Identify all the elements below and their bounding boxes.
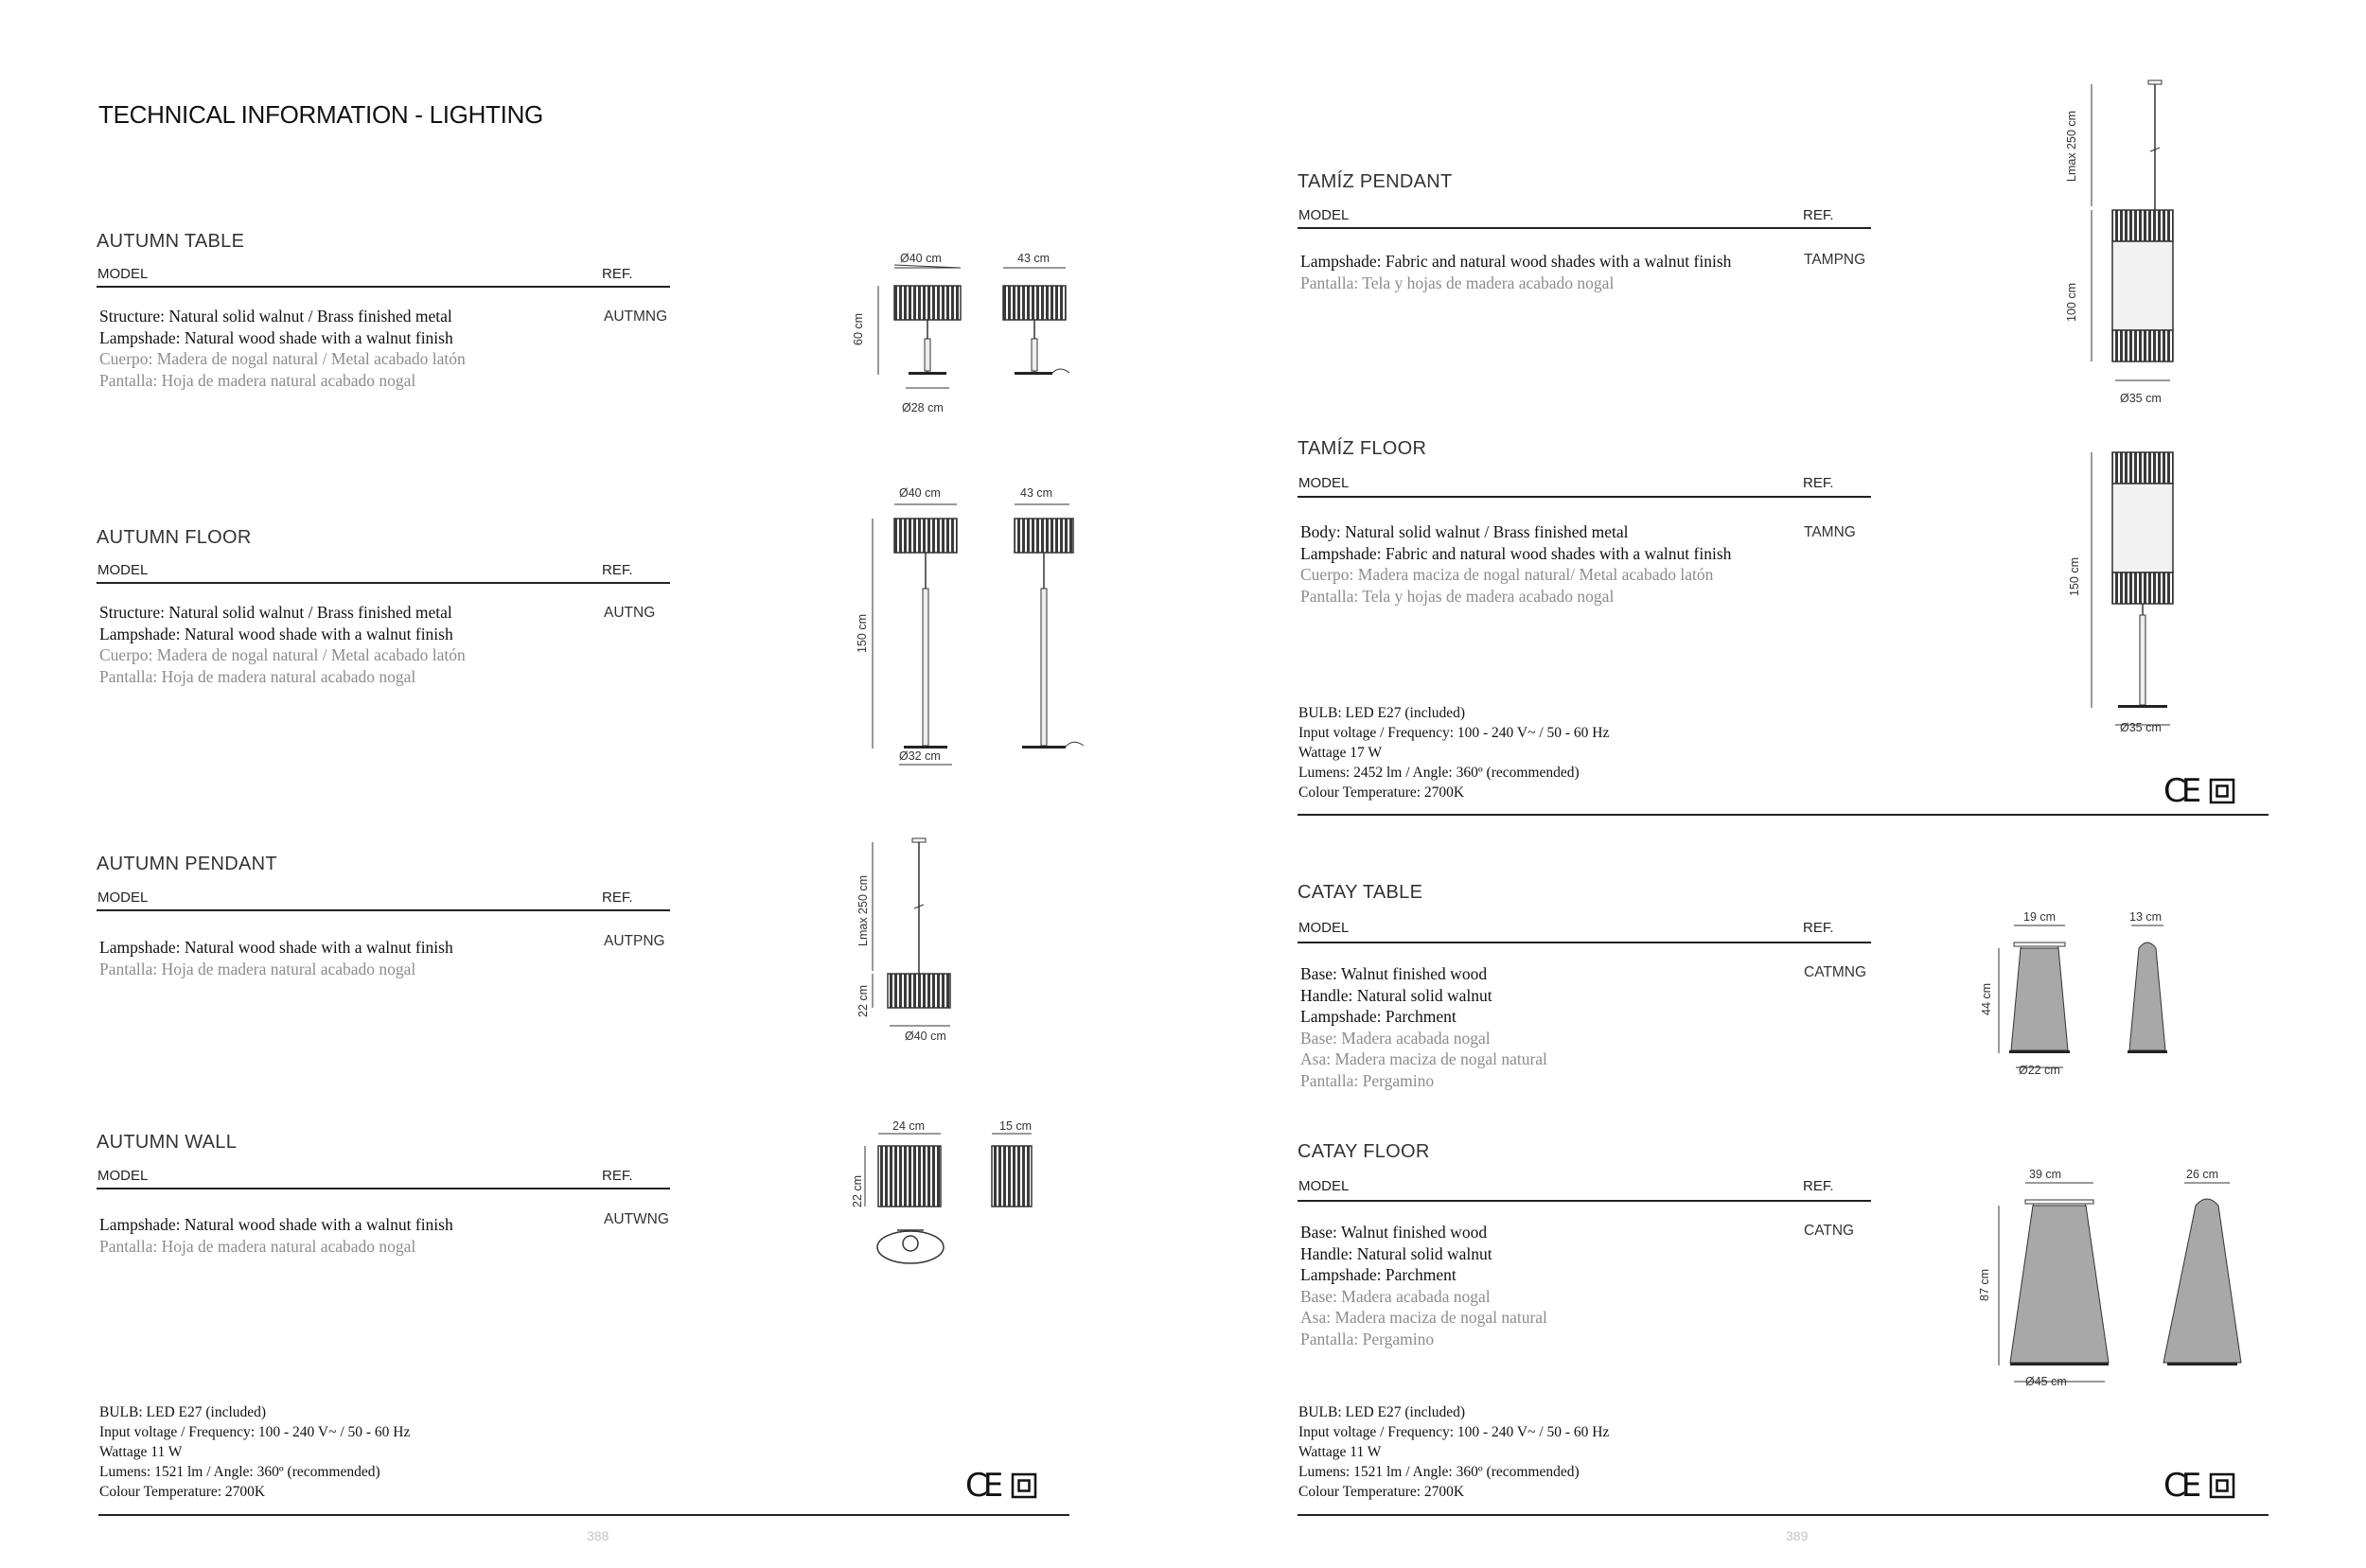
table-rule — [1298, 942, 1871, 943]
page-number: 389 — [1786, 1528, 1809, 1543]
dimension-label: 150 cm — [2068, 557, 2081, 596]
product-title-autumn-wall: AUTUMN WALL — [97, 1132, 238, 1153]
table-rule — [1298, 496, 1871, 498]
dimension-label: Ø32 cm — [899, 749, 941, 763]
dimension-label: Lmax 250 cm — [856, 874, 870, 946]
product-title-autumn-table: AUTUMN TABLE — [97, 231, 245, 252]
product-ref: AUTWNG — [604, 1211, 669, 1227]
dimension-label: 150 cm — [856, 614, 869, 653]
ref-header: REF. — [1803, 1178, 1834, 1194]
ce-mark-icon: CE — [965, 1467, 999, 1505]
class-ii-double-insulation-icon — [2210, 1473, 2234, 1498]
model-header: MODEL — [97, 890, 149, 906]
table-rule — [1298, 1200, 1871, 1202]
dimension-label: 22 cm — [851, 1174, 864, 1207]
certification-marks — [2163, 772, 2234, 810]
product-ref: TAMNG — [1804, 524, 1856, 540]
dimension-label: 13 cm — [2129, 910, 2163, 924]
dimension-label: Lmax 250 cm — [2065, 110, 2078, 182]
model-header: MODEL — [1298, 207, 1350, 223]
certification-marks — [2163, 1467, 2234, 1505]
page-title: TECHNICAL INFORMATION - LIGHTING — [98, 100, 543, 129]
dimension-label: Ø40 cm — [900, 252, 942, 265]
dimension-label: 19 cm — [2023, 910, 2057, 924]
ref-header: REF. — [602, 1168, 633, 1184]
ce-mark-icon: CE — [2163, 772, 2198, 810]
product-ref: AUTNG — [604, 605, 656, 621]
dimension-label: 43 cm — [1017, 252, 1051, 265]
specs-block: BULB: LED E27 (included) Input voltage / Frequency: 100 - 240 V~ / 50 - 60 Hz Wattage 11 W Lumens: 1521 lm / Angle: 360º (recommended) Colour Temperature: 2700K — [99, 1404, 411, 1500]
table-rule — [97, 909, 670, 911]
product-ref: AUTMNG — [604, 308, 668, 325]
specs-block: BULB: LED E27 (included) Input voltage / Frequency: 100 - 240 V~ / 50 - 60 Hz Wattage 11 W Lumens: 1521 lm / Angle: 360º (recommended) Colour Temperature: 2700K — [1298, 1404, 1610, 1500]
product-description: Lampshade: Natural wood shade with a walnut finish Pantalla: Hoja de madera natural acabado nogal — [99, 1215, 453, 1256]
table-rule — [97, 1188, 670, 1189]
catay-table-drawing — [1978, 908, 2205, 1079]
product-description: Lampshade: Natural wood shade with a walnut finish Pantalla: Hoja de madera natural acabado nogal — [99, 938, 453, 978]
dimension-label: Ø40 cm — [899, 486, 941, 500]
model-header: MODEL — [97, 1168, 149, 1184]
product-description: Base: Walnut finished wood Handle: Natural solid walnut Lampshade: Parchment Base: Madera acabada nogal Asa: Madera maciza de nogal natural Pantalla: Pergamino — [1300, 964, 1547, 1090]
table-rule — [97, 286, 670, 288]
product-title-catay-table: CATAY TABLE — [1298, 882, 1423, 903]
autumn-table-drawing — [852, 265, 1098, 407]
dimension-label: Ø22 cm — [2019, 1064, 2060, 1077]
dimension-label: 26 cm — [2186, 1168, 2219, 1181]
table-rule — [97, 582, 670, 584]
product-title-autumn-pendant: AUTUMN PENDANT — [97, 854, 277, 874]
ref-header: REF. — [602, 266, 633, 282]
ref-header: REF. — [602, 890, 633, 906]
model-header: MODEL — [1298, 920, 1350, 936]
product-title-autumn-floor: AUTUMN FLOOR — [97, 527, 252, 548]
footer-rule — [98, 1514, 1069, 1516]
autumn-pendant-drawing — [852, 837, 1041, 1045]
product-ref: AUTPNG — [604, 933, 665, 949]
product-ref: TAMPNG — [1804, 252, 1866, 268]
ce-mark-icon: CE — [2163, 1467, 2198, 1505]
autumn-floor-drawing — [852, 502, 1098, 776]
model-header: MODEL — [97, 562, 149, 578]
dimension-label: Ø35 cm — [2120, 721, 2162, 734]
dimension-label: 39 cm — [2029, 1168, 2062, 1181]
dimension-label: Ø35 cm — [2120, 392, 2162, 405]
product-description: Body: Natural solid walnut / Brass finished metal Lampshade: Fabric and natural wood shades with a walnut finish Cuerpo: Madera maciza de nogal natural/ Metal acabado latón Pantalla: Tela y hojas de madera acabado nogal — [1300, 522, 1732, 606]
product-title-tamiz-pendant: TAMÍZ PENDANT — [1298, 171, 1453, 192]
dimension-label: 100 cm — [2065, 283, 2078, 322]
product-ref: CATNG — [1804, 1223, 1855, 1239]
dimension-label: 43 cm — [1020, 486, 1053, 500]
dimension-label: Ø45 cm — [2025, 1375, 2067, 1388]
model-header: MODEL — [1298, 475, 1350, 491]
dimension-label: 87 cm — [1978, 1268, 1991, 1301]
dimension-label: 22 cm — [856, 984, 870, 1017]
tamiz-floor-drawing — [2063, 445, 2215, 748]
dimension-label: 24 cm — [892, 1119, 926, 1133]
product-title-catay-floor: CATAY FLOOR — [1298, 1141, 1430, 1162]
dimension-label: 60 cm — [852, 312, 865, 345]
product-description: Structure: Natural solid walnut / Brass finished metal Lampshade: Natural wood shade with a walnut finish Cuerpo: Madera de nogal natural / Metal acabado latón Pantalla: Hoja de madera natural acabado nogal — [99, 307, 466, 390]
page-number: 388 — [587, 1528, 609, 1543]
tamiz-pendant-drawing — [2063, 76, 2215, 412]
dimension-label: Ø40 cm — [905, 1030, 946, 1043]
dimension-label: 44 cm — [1980, 982, 1993, 1015]
specs-block: BULB: LED E27 (included) Input voltage / Frequency: 100 - 240 V~ / 50 - 60 Hz Wattage 17 W Lumens: 2452 lm / Angle: 360º (recommended) Colour Temperature: 2700K — [1298, 705, 1610, 801]
ref-header: REF. — [1803, 920, 1834, 936]
autumn-wall-drawing — [852, 1126, 1060, 1287]
model-header: MODEL — [97, 266, 149, 282]
ref-header: REF. — [602, 562, 633, 578]
dimension-label: Ø28 cm — [902, 401, 944, 414]
table-rule — [1298, 227, 1871, 229]
ref-header: REF. — [1803, 207, 1834, 223]
product-ref: CATMNG — [1804, 964, 1867, 980]
class-ii-double-insulation-icon — [1012, 1473, 1036, 1498]
model-header: MODEL — [1298, 1178, 1350, 1194]
product-description: Structure: Natural solid walnut / Brass finished metal Lampshade: Natural wood shade with a walnut finish Cuerpo: Madera de nogal natural / Metal acabado latón Pantalla: Hoja de madera natural acabado nogal — [99, 603, 466, 686]
catay-floor-drawing — [1978, 1166, 2271, 1393]
class-ii-double-insulation-icon — [2210, 779, 2234, 803]
footer-rule — [1298, 1514, 2269, 1516]
product-description: Lampshade: Fabric and natural wood shades with a walnut finish Pantalla: Tela y hojas de madera acabado nogal — [1300, 252, 1732, 292]
certification-marks — [965, 1467, 1036, 1505]
section-rule — [1298, 814, 2269, 816]
product-description: Base: Walnut finished wood Handle: Natural solid walnut Lampshade: Parchment Base: Madera acabada nogal Asa: Madera maciza de nogal natural Pantalla: Pergamino — [1300, 1223, 1547, 1348]
product-title-tamiz-floor: TAMÍZ FLOOR — [1298, 438, 1427, 459]
ref-header: REF. — [1803, 475, 1834, 491]
dimension-label: 15 cm — [999, 1119, 1033, 1133]
